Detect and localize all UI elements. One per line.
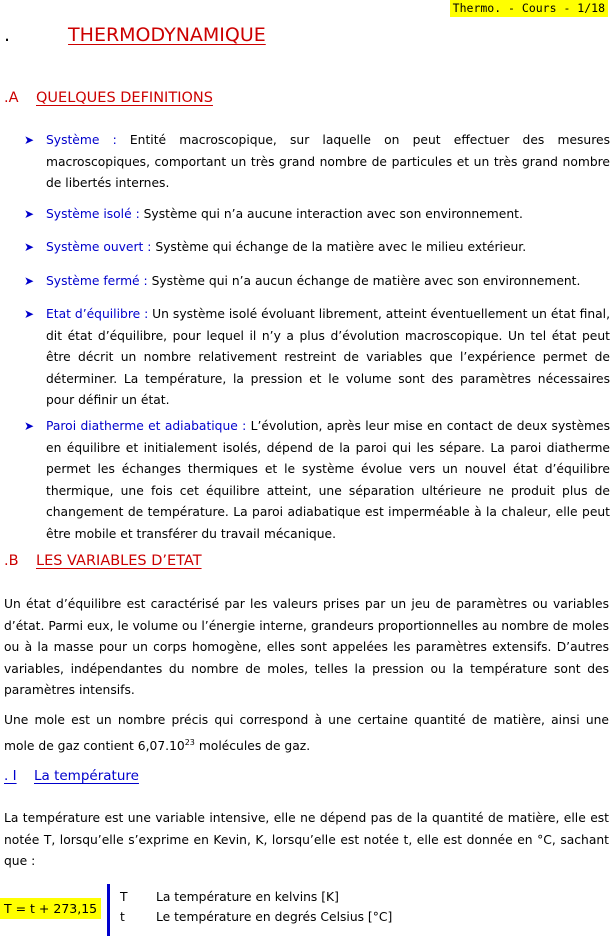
bullet-text: Système qui n’a aucun échange de matière avec son environnement. [147,274,581,288]
formula-divider [107,884,110,936]
definition-row [120,907,392,927]
title-text: THERMODYNAMIQUE [68,24,266,46]
section-b-title: LES VARIABLES D’ETAT [36,553,202,569]
arrow-bullet-icon: ➤ [24,133,35,147]
mole-exponent: 23 [184,737,195,747]
bullet-text: Un système isolé évoluant librement, atteint éventuellement un état final, dit état d’équilibre, pour lequel il n’y a plus d’évolution macroscopique. Un tel état peut être décrit un nombre relativement restreint de variables que l’expérience permet de déterminer. La température, la pression et le volume sont des paramètres nécessaires pour définir un état. [46,307,610,407]
definition-symbol: t [120,910,125,924]
mole-text-after: molécules de gaz. [194,738,311,753]
section-b-label: .B [4,553,19,569]
arrow-bullet-icon: ➤ [24,274,35,288]
bullet-term: Système fermé : [46,274,148,288]
bullet-term: Paroi diatherme et adiabatique : [46,419,247,433]
bullet-text: Système qui n’a aucune interaction avec son environnement. [139,207,523,221]
arrow-bullet-icon: ➤ [24,419,35,433]
paragraph-mole [4,710,609,757]
definition-text: Le température en degrés Celsius [°C] [156,910,393,924]
symbol-definitions [120,887,392,927]
definition-symbol: T [120,890,128,904]
subsection-title: La température [34,768,139,784]
formula-box: T = t + 273,15 [0,898,101,919]
paragraph-variables: Un état d’équilibre est caractérisé par les valeurs prises par un jeu de paramètres ou variables d’état. Parmi eux, le volume ou l’énergie interne, grandeurs proportionnelles au nombre de moles ou à la masse pour un corps homogène, elles sont appelées les paramètres extensifs. D’autres variables, indépendantes du nombre de moles, telles la pression ou la température sont des paramètres intensifs. [4,597,609,697]
bullet-etat-equilibre [24,304,610,412]
bullet-systeme-isole [24,204,610,226]
bullet-term: Système ouvert : [46,240,152,254]
bullet-text: Système qui échange de la matière avec le milieu extérieur. [151,240,527,254]
section-a-label: .A [4,90,19,106]
page-header-tag: Thermo. - Cours - 1/18 [450,0,608,17]
bullet-text: Entité macroscopique, sur laquelle on peut effectuer des mesures macroscopiques, comportant un très grand nombre de particules et un très grand nombre de libertés internes. [46,133,610,190]
bullet-systeme-ferme [24,271,611,293]
bullet-paroi [24,416,610,545]
arrow-bullet-icon: ➤ [24,240,35,254]
section-a-title: QUELQUES DEFINITIONS [36,90,213,106]
arrow-bullet-icon: ➤ [24,207,35,221]
bullet-text: L’évolution, après leur mise en contact de deux systèmes en équilibre et initialement isolés, dépend de la paroi qui les sépare. La paroi diatherme permet les échanges thermiques et le système évolue vers un nouvel état d’équilibre thermique, une fois cet équilibre atteint, une séparation ultérieure ne produit plus de changement de température. La paroi adiabatique est imperméable à la chaleur, elle peut être mobile et transférer du travail mécanique. [46,419,610,541]
paragraph-temperature: La température est une variable intensive, elle ne dépend pas de la quantité de matière, elle est notée T, lorsqu’elle s’exprime en Kevin, K, lorsqu’elle est notée t, elle est donnée en °C, sachant que : [4,811,609,868]
bullet-systeme [24,130,610,195]
bullet-term: Système : [46,133,117,147]
bullet-systeme-ouvert [24,237,610,259]
definition-row [120,887,392,907]
section-b-heading [4,553,202,569]
bullet-term: Système isolé : [46,207,140,221]
mole-text-before: Une mole est un nombre précis qui correspond à une certaine quantité de matière, ainsi une mole de gaz contient 6,07.10 [4,713,609,753]
bullet-term: Etat d’équilibre : [46,307,149,321]
subsection-heading [4,768,139,784]
section-a-heading [4,90,213,106]
title-dot: . [4,24,11,46]
subsection-number: . I [4,768,17,784]
definition-text: La température en kelvins [K] [156,890,339,904]
arrow-bullet-icon: ➤ [24,307,35,321]
page-title [4,24,266,46]
